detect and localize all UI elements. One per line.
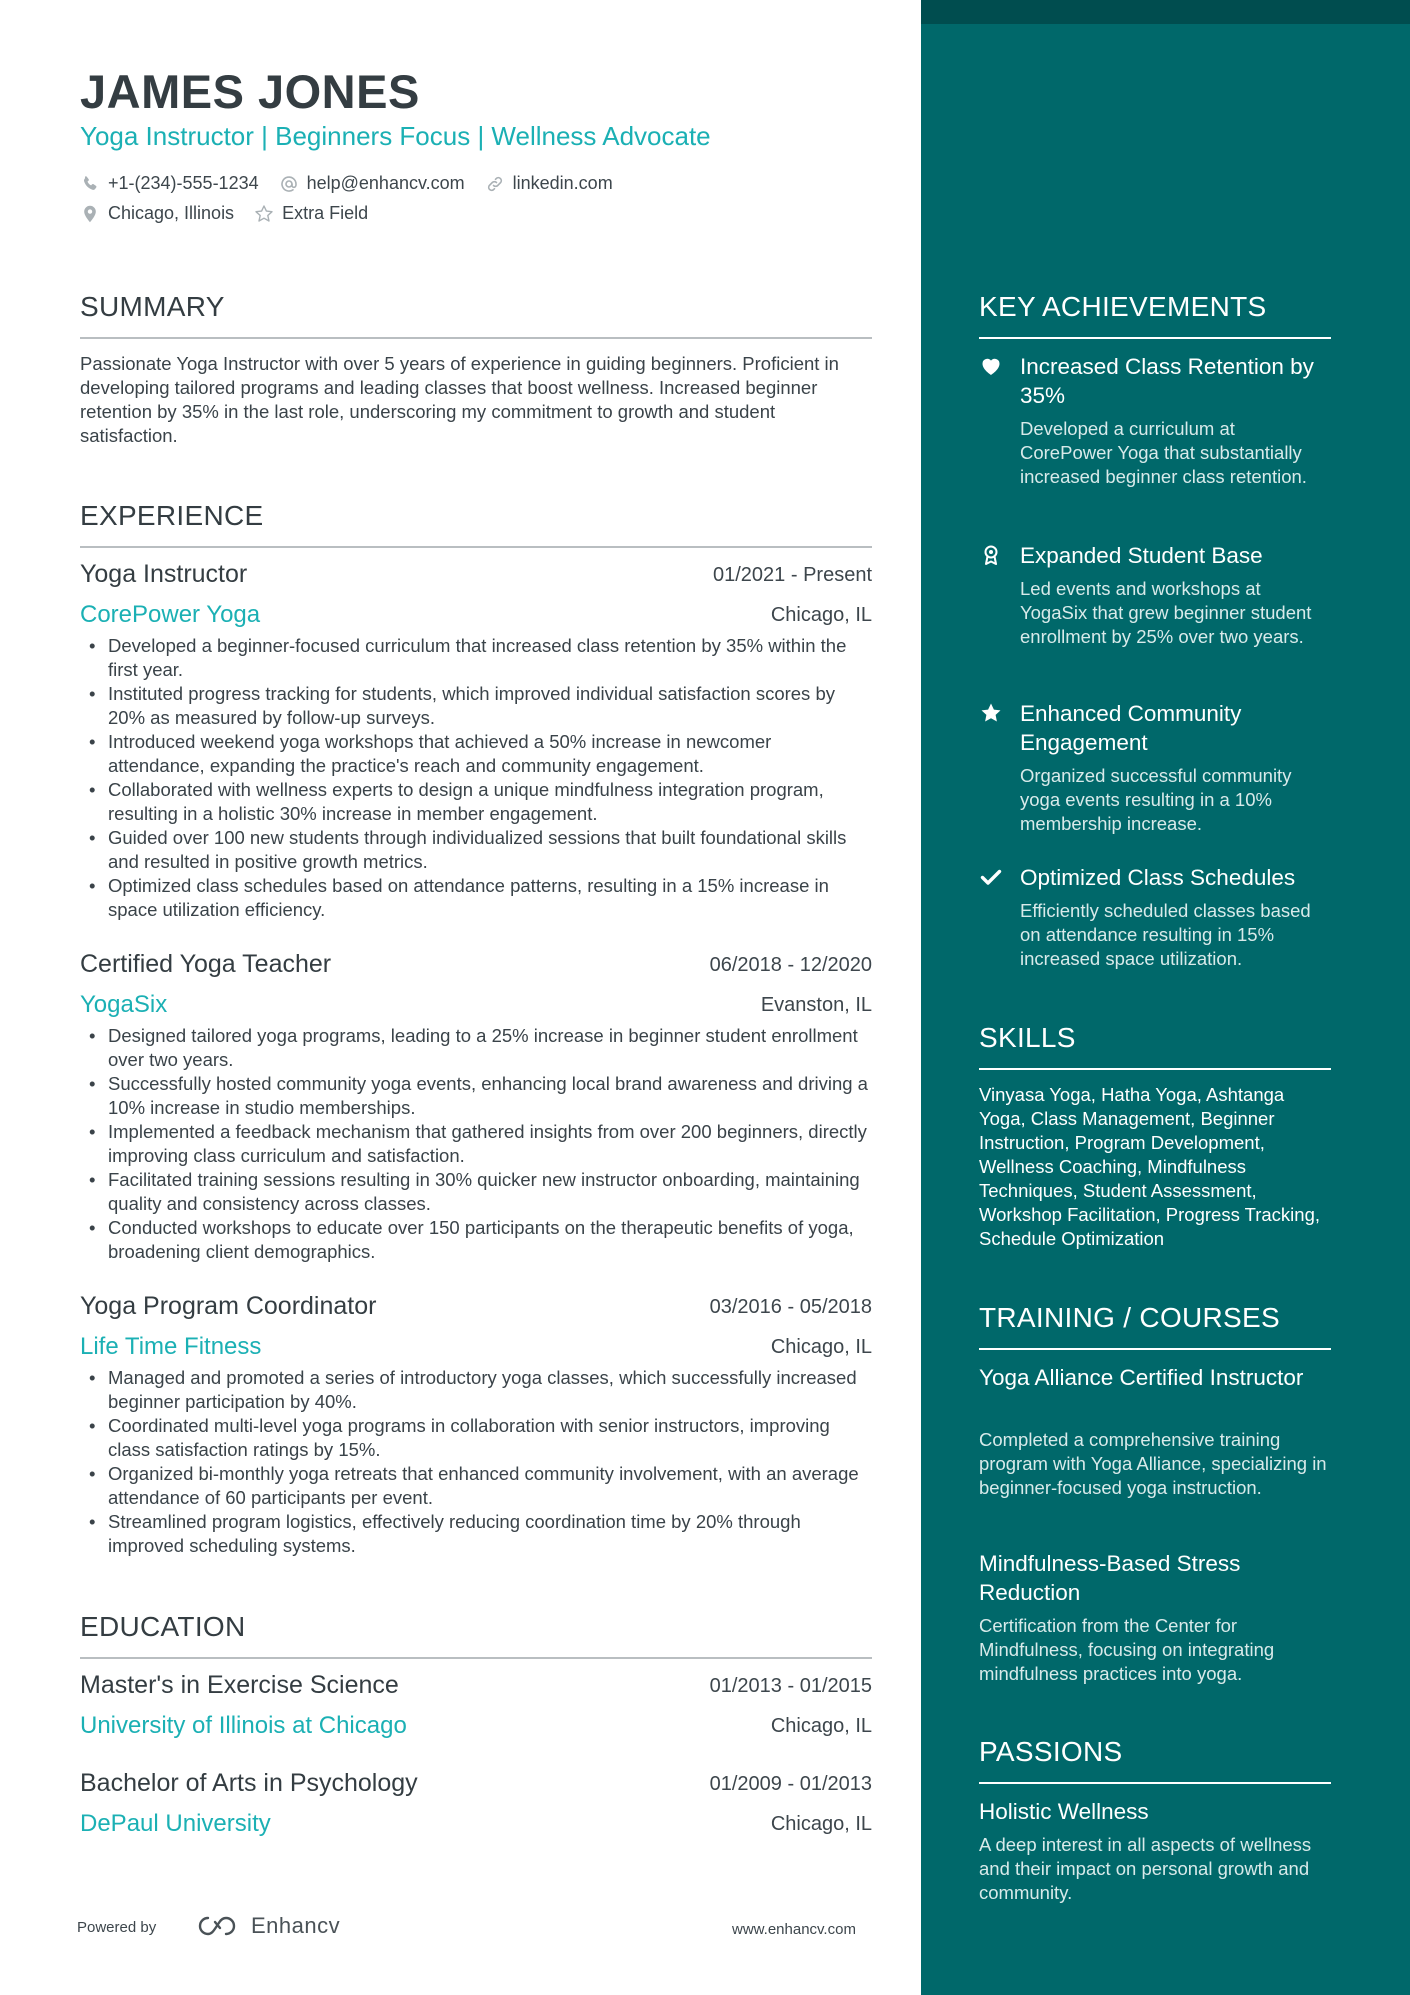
checkmark-icon [979, 865, 1003, 889]
candidate-name: JAMES JONES [80, 65, 420, 118]
bullet-item: • Collaborated with wellness experts to design a unique mindfulness integration program, resulting in a holistic 30% increase in member engagement. [80, 778, 872, 826]
award-ribbon-icon [979, 543, 1003, 567]
enhancv-logo-text: Enhancv [251, 1913, 341, 1938]
job-company: CorePower Yoga [80, 601, 261, 628]
experience-divider [80, 546, 872, 548]
star-icon [979, 701, 1003, 725]
job-dates: 03/2016 - 05/2018 [709, 1296, 872, 1318]
achievement-title: Optimized Class Schedules [1020, 865, 1296, 890]
bullet-item: • Optimized class schedules based on attendance patterns, resulting in a 15% increase in space utilization efficiency. [80, 874, 872, 922]
footer-powered-by: Powered by [77, 1919, 157, 1936]
contact-row [80, 173, 633, 194]
summary-text: Passionate Yoga Instructor with over 5 years of experience in guiding beginners. Proficient in developing tailored programs and leading classes that boost wellness. Increased beginner retention by 35% in the last role, underscoring my commitment to growth and student satisfaction. [80, 353, 839, 446]
achievements-heading: KEY ACHIEVEMENTS [979, 291, 1267, 322]
school: DePaul University [80, 1810, 271, 1837]
passion-title: Holistic Wellness [979, 1799, 1149, 1824]
passion-description: A deep interest in all aspects of wellness and their impact on personal growth and community. [979, 1834, 1312, 1903]
bullet-item: • Designed tailored yoga programs, leading to a 25% increase in beginner student enrollment over two years. [80, 1024, 872, 1072]
contact-location [80, 203, 234, 224]
bullet-item: • Successfully hosted community yoga events, enhancing local brand awareness and driving a 10% increase in studio memberships. [80, 1072, 872, 1120]
education-location: Chicago, IL [770, 1813, 872, 1835]
job-company: YogaSix [80, 991, 168, 1018]
education-dates: 01/2013 - 01/2015 [709, 1675, 872, 1697]
achievement-item [979, 699, 1331, 839]
contact-extra [254, 203, 368, 224]
training-heading: TRAINING / COURSES [979, 1302, 1280, 1333]
bullet-item: • Coordinated multi-level yoga programs in collaboration with senior instructors, improving class satisfaction ratings by 15%. [80, 1414, 872, 1462]
job-bullets [80, 634, 872, 922]
contact-email-text: help@enhancv.com [306, 173, 465, 193]
achievement-description: Led events and workshops at YogaSix that grew beginner student enrollment by 25% over two years. [1020, 578, 1312, 647]
degree: Master's in Exercise Science [80, 1671, 399, 1699]
bullet-item: • Streamlined program logistics, effectively reducing coordination time by 20% through improved scheduling systems. [80, 1510, 872, 1558]
education-location: Chicago, IL [770, 1715, 872, 1737]
contact-extra-text: Extra Field [282, 203, 369, 223]
passions-divider [979, 1782, 1331, 1784]
contact-phone-text: +1-(234)-555-1234 [108, 173, 259, 193]
bullet-item: • Introduced weekend yoga workshops that achieved a 50% increase in newcomer attendance, expanding the practice's reach and community engagement. [80, 730, 872, 778]
bullet-item: • Guided over 100 new students through individualized sessions that built foundational skills and resulted in positive growth metrics. [80, 826, 872, 874]
contact-email[interactable] [279, 173, 465, 194]
job-title: Certified Yoga Teacher [80, 950, 332, 978]
contact-phone [80, 173, 259, 194]
phone-icon [80, 174, 100, 194]
experience-entry [80, 1292, 872, 1572]
skills-heading: SKILLS [979, 1022, 1076, 1053]
job-location: Evanston, IL [760, 994, 872, 1016]
course-title: Yoga Alliance Certified Instructor [979, 1365, 1304, 1390]
achievement-description: Efficiently scheduled classes based on attendance resulting in 15% increased space utilization. [1020, 900, 1311, 969]
link-icon [485, 174, 505, 194]
education-entry [80, 1769, 872, 1849]
contact-location-text: Chicago, Illinois [108, 203, 235, 223]
achievement-title: Enhanced Community Engagement [1020, 701, 1242, 755]
training-divider [979, 1348, 1331, 1350]
achievement-item [979, 541, 1331, 681]
education-heading: EDUCATION [80, 1611, 246, 1642]
experience-heading: EXPERIENCE [80, 500, 264, 531]
sidebar [921, 0, 1410, 1995]
bullet-item: • Developed a beginner-focused curriculum that increased class retention by 35% within the first year. [80, 634, 872, 682]
achievement-description: Organized successful community yoga events resulting in a 10% membership increase. [1020, 765, 1292, 834]
achievement-item [979, 352, 1331, 522]
achievement-item [979, 863, 1331, 983]
job-location: Chicago, IL [770, 604, 872, 626]
skills-divider [979, 1068, 1331, 1070]
at-icon [279, 174, 299, 194]
bullet-item: • Managed and promoted a series of introductory yoga classes, which successfully increased beginner participation by 40%. [80, 1366, 872, 1414]
summary-heading: SUMMARY [80, 291, 225, 322]
job-location: Chicago, IL [770, 1336, 872, 1358]
summary-divider [80, 337, 872, 339]
education-divider [80, 1657, 872, 1659]
course-title: Mindfulness-Based Stress Reduction [979, 1551, 1241, 1605]
experience-entry [80, 560, 872, 930]
job-company: Life Time Fitness [80, 1333, 262, 1360]
job-bullets [80, 1366, 872, 1558]
experience-entry [80, 950, 872, 1270]
sidebar-top-bar [921, 0, 1410, 24]
job-title: Yoga Program Coordinator [80, 1292, 377, 1320]
enhancv-logo-icon [195, 1913, 241, 1939]
footer-url[interactable]: www.enhancv.com [732, 1921, 856, 1938]
education-dates: 01/2009 - 01/2013 [709, 1773, 872, 1795]
bullet-item: • Facilitated training sessions resulting in 30% quicker new instructor onboarding, maintaining quality and consistency across classes. [80, 1168, 872, 1216]
job-title: Yoga Instructor [80, 560, 248, 588]
job-dates: 06/2018 - 12/2020 [709, 954, 872, 976]
bullet-item: • Organized bi-monthly yoga retreats that enhanced community involvement, with an average attendance of 60 participants per event. [80, 1462, 872, 1510]
achievement-description: Developed a curriculum at CorePower Yoga that substantially increased beginner class retention. [1020, 418, 1307, 487]
location-pin-icon [80, 204, 100, 224]
bullet-item: • Implemented a feedback mechanism that gathered insights from over 200 beginners, directly improving class curriculum and satisfaction. [80, 1120, 872, 1168]
achievements-divider [979, 337, 1331, 339]
course-description: Certification from the Center for Mindfulness, focusing on integrating mindfulness practices into yoga. [979, 1615, 1275, 1684]
enhancv-logo[interactable] [195, 1913, 340, 1939]
contact-row [80, 203, 388, 224]
contact-linkedin[interactable] [485, 173, 613, 194]
skills-list: Vinyasa Yoga, Hatha Yoga, Ashtanga Yoga, Class Management, Beginner Instruction, Program Development, Wellness Coaching, Mindfulness Techniques, Student Assessment, Workshop Facilitation, Progress Tracking, Schedule Optimization [979, 1084, 1321, 1249]
course-description: Completed a comprehensive training program with Yoga Alliance, specializing in beginner-focused yoga instruction. [979, 1429, 1327, 1498]
achievement-title: Expanded Student Base [1020, 543, 1263, 568]
degree: Bachelor of Arts in Psychology [80, 1769, 418, 1797]
heart-icon [979, 354, 1003, 378]
contact-linkedin-text: linkedin.com [512, 173, 613, 193]
school: University of Illinois at Chicago [80, 1712, 407, 1739]
job-dates: 01/2021 - Present [713, 564, 872, 586]
achievement-title: Increased Class Retention by 35% [1020, 354, 1314, 408]
education-entry [80, 1671, 872, 1751]
bullet-item: • Conducted workshops to educate over 150 participants on the therapeutic benefits of yoga, broadening client demographics. [80, 1216, 872, 1264]
passions-heading: PASSIONS [979, 1736, 1123, 1767]
star-outline-icon [254, 204, 274, 224]
headline: Yoga Instructor | Beginners Focus | Wellness Advocate [80, 121, 711, 151]
job-bullets [80, 1024, 872, 1264]
bullet-item: • Instituted progress tracking for students, which improved individual satisfaction scores by 20% as measured by follow-up surveys. [80, 682, 872, 730]
